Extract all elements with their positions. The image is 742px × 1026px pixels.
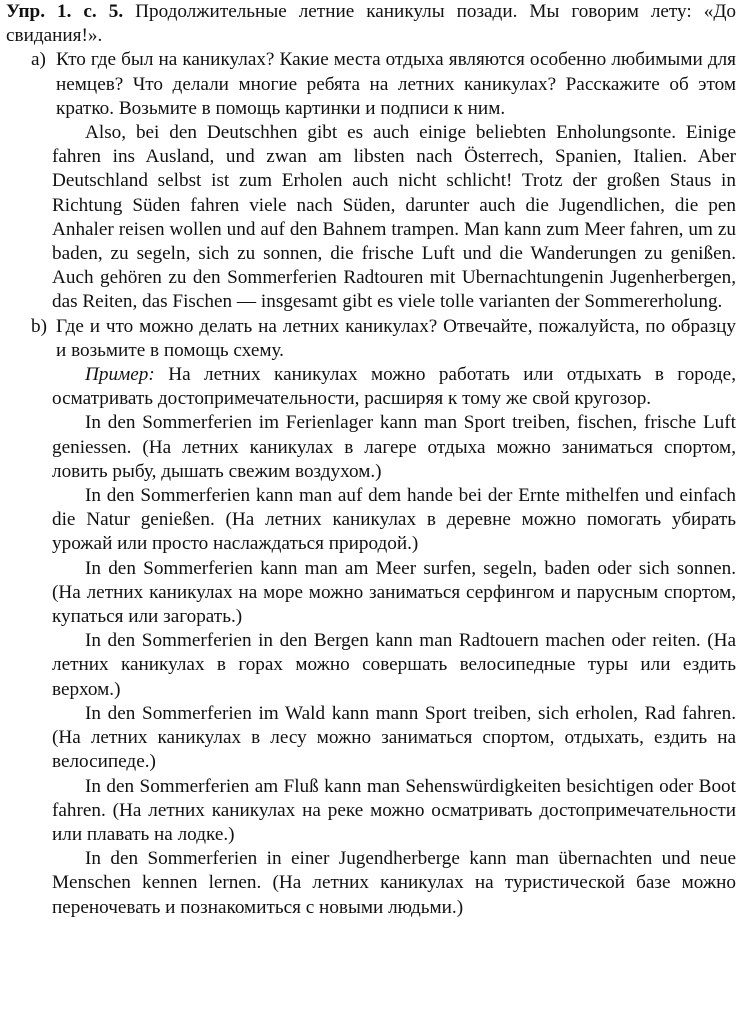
exercise-number: Упр. 1. с. 5. <box>6 1 124 22</box>
answer-paragraph: In den Sommerferien am Fluß kann man Sehenswürdigkeiten besichtigen oder Boot fahren. (На летних каникулах на реке можно осматривать достопримечательности или плавать на лодке.) <box>52 775 736 845</box>
task-a-question-text: Кто где был на каникулах? Какие места отдыха являются особенно любимыми для немцев? Что делали многие ребята на летних каникулах? Расскажите об этом кратко. Возьмите в помощь картинки и подписи к ним. <box>56 49 736 119</box>
answer-paragraph: In den Sommerferien im Ferienlager kann man Sport treiben, fischen, frische Luft geniessen. (На летних каникулах в лагере отдыха можно заниматься спортом, ловить рыбу, дышать свежим воздухом.) <box>52 412 736 482</box>
answer-paragraph: In den Sommerferien kann man auf dem hande bei der Ernte mithelfen und einfach die Natur genießen. (На летних каникулах в деревне можно помогать убирать урожай или просто наслаждаться природой.) <box>52 485 736 555</box>
answer-paragraph: In den Sommerferien in den Bergen kann man Radtouern machen oder reiten. (На летних каникулах в горах можно совершать велосипедные туры или ездить верхом.) <box>52 630 736 700</box>
exercise-intro: Продолжительные летние каникулы позади. Мы говорим лету: «До свидания!». <box>6 1 737 47</box>
example-label: Пример: <box>85 364 155 386</box>
exercise-heading <box>6 0 736 48</box>
task-a-answer: Also, bei den Deutschhen gibt es auch einige beliebten Enholungsonte. Einige fahren ins Ausland, und zwan am libsten nach Österrech, Spanien, Italien. Aber Deutschland selbst ist zum Erholen auch nicht schlicht! Trotz der großen Staus in Richtung Süden fahren viele nach Süden, darunter auch die Jugendlichen, die pen Anhaler reisen wollen und auf den Bahnem trampen. Man kann zum Meer fahren, um zu baden, zu segeln, sich zu sonnen, die frische Luft und die Wanderungen zu genißen. Auch gehören zu den Sommerferien Radtouren mit Ubernachtungenin Jugenherbergen, das Reiten, das Fischen — insgesamt gibt es viele tolle varianten der Sommererholung. <box>52 122 736 313</box>
task-b-marker: b) <box>31 315 47 337</box>
answer-paragraph: In den Sommerferien im Wald kann mann Sport treiben, sich erholen, Rad fahren. (На летних каникулах в лесу можно заниматься спортом, отдыхать, ездить на велосипеде.) <box>52 702 736 773</box>
task-a-marker: a) <box>31 49 46 71</box>
answer-paragraph: In den Sommerferien kann man am Meer surfen, segeln, baden oder sich sonnen. (На летних каникулах на море можно заниматься серфингом и парусным спортом, купаться или загорать.) <box>52 557 736 628</box>
task-b-example <box>6 363 736 411</box>
example-text: На летних каникулах можно работать или отдыхать в городе, осматривать достопримечательности, расширяя к тому же свой кругозор. <box>52 364 736 410</box>
task-b-question <box>6 315 736 363</box>
answer-paragraph: In den Sommerferien in einer Jugendherberge kann man übernachten und neue Menschen kennen lernen. (На летних каникулах на туристической базе можно переночевать и познакомиться с новыми людьми.) <box>52 848 736 918</box>
task-b-question-text: Где и что можно делать на летних каникулах? Отвечайте, пожалуйста, по образцу и возьмите в помощь схему. <box>56 315 736 361</box>
task-a-question <box>6 48 736 121</box>
